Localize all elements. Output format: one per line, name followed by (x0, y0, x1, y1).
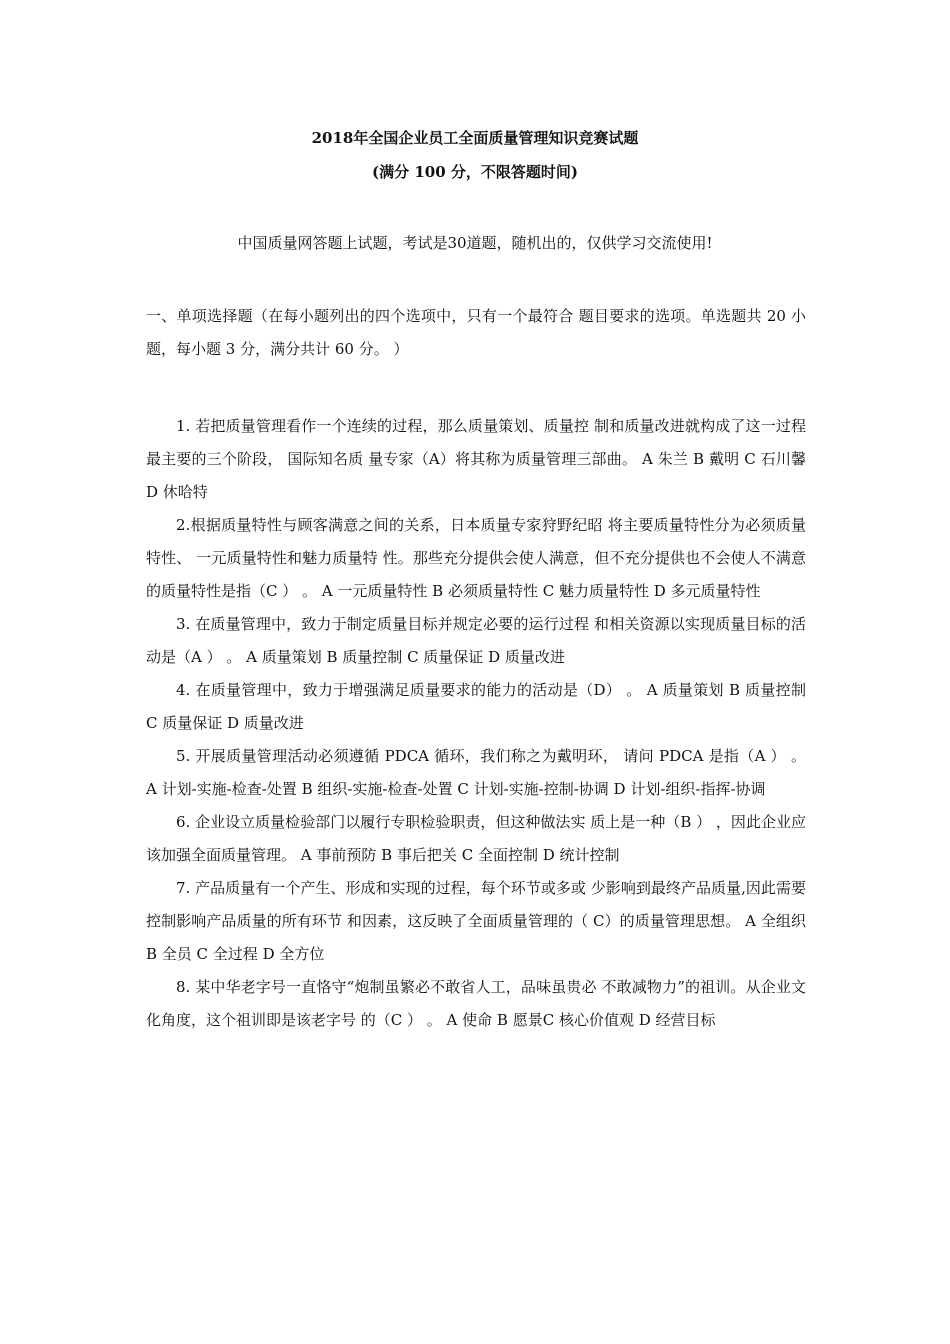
question-1: 1. 若把质量管理看作一个连续的过程，那么质量策划、质量控 制和质量改进就构成了这一过程最主要的三个阶段， 国际知名质 量专家（A）将其称为质量管理三部曲。 A 朱兰 B 戴明 C 石川馨 D 休哈特 (146, 417, 806, 501)
question-8: 8. 某中华老字号一直恪守“炮制虽繁必不敢省人工，品味虽贵必 不敢减物力”的祖训。从企业文化角度，这个祖训即是该老字号 的（C ） 。 A 使命 B 愿景C 核心价值观 D 经营目标 (146, 978, 806, 1029)
question-list (146, 410, 806, 1037)
document-subtitle: (满分 100 分，不限答题时间) (372, 163, 578, 181)
question-7: 7. 产品质量有一个产生、形成和实现的过程，每个环节或多或 少影响到最终产品质量,因此需要控制影响产品质量的所有环节 和因素，这反映了全面质量管理的（ C）的质量管理思想。 A 全组织 B 全员 C 全过程 D 全方位 (146, 879, 806, 963)
question-2: 2.根据质量特性与顾客满意之间的关系，日本质量专家狩野纪昭 将主要质量特性分为必须质量特性、 一元质量特性和魅力质量特 性。那些充分提供会使人满意，但不充分提供也不会使人不满意 的质量特性是指（C ） 。 A 一元质量特性 B 必须质量特性 C 魅力质量特性 D 多元质量特性 (146, 516, 806, 600)
question-6: 6. 企业设立质量检验部门以履行专职检验职责，但这种做法实 质上是一种（B ） ，因此企业应该加强全面质量管理。 A 事前预防 B 事后把关 C 全面控制 D 统计控制 (146, 813, 806, 864)
section-heading: 一、单项选择题（在每小题列出的四个选项中，只有一个最符合 题目要求的选项。单选题共 20 小题，每小题 3 分，满分共计 60 分。 ） (146, 307, 806, 358)
document-title: 2018年全国企业员工全面质量管理知识竞赛试题 (311, 129, 639, 147)
intro-text: 中国质量网答题上试题，考试是30道题，随机出的，仅供学习交流使用! (237, 234, 713, 252)
question-4: 4. 在质量管理中，致力于增强满足质量要求的能力的活动是（D） 。 A 质量策划 B 质量控制 C 质量保证 D 质量改进 (146, 681, 806, 732)
question-3: 3. 在质量管理中，致力于制定质量目标并规定必要的运行过程 和相关资源以实现质量目标的活动是（A ） 。 A 质量策划 B 质量控制 C 质量保证 D 质量改进 (146, 615, 806, 666)
question-5: 5. 开展质量管理活动必须遵循 PDCA 循环，我们称之为戴明环， 请问 PDCA 是指（A ） 。 A 计划-实施-检查-处置 B 组织-实施-检查-处置 C 计划-实施-控制-协调 D 计划-组织-指挥-协调 (146, 747, 806, 798)
